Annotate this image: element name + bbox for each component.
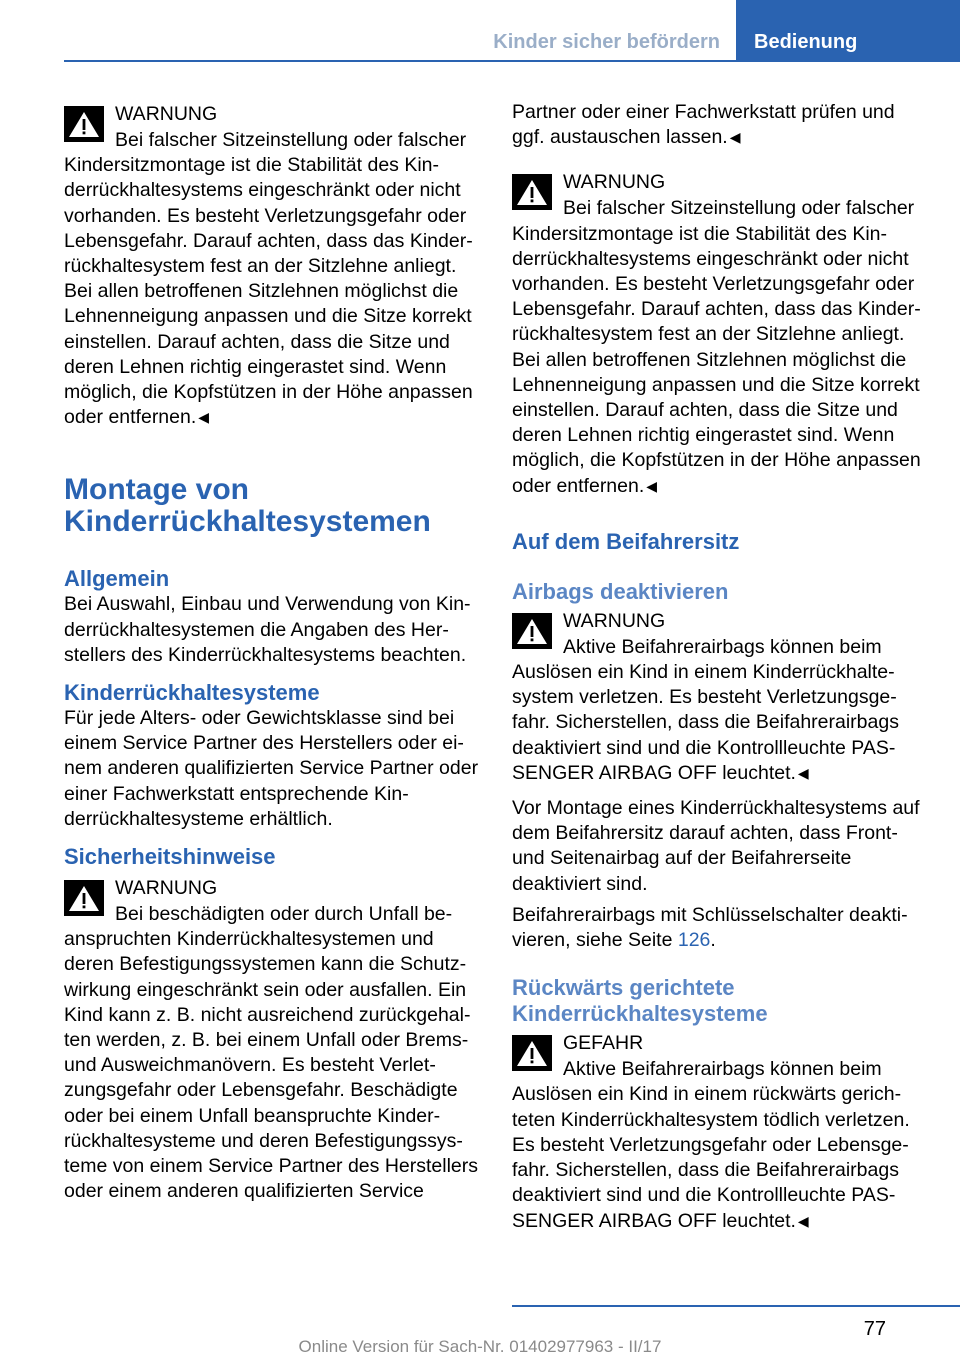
end-marker: ◀ [797, 1212, 809, 1229]
warning-triangle-icon [64, 106, 104, 142]
page-header [0, 0, 960, 62]
warning-triangle-icon [512, 613, 552, 649]
heading-safety: Sicherheitshinweise [64, 844, 276, 870]
main-heading: Montage von Kinderrückhaltesystemen [64, 473, 431, 539]
watermark: Online Version für Sach-Nr. 01402977963 - II/17 [298, 1337, 662, 1356]
warning-text: Bei beschädigten oder durch Unfall beanspruchten Kinderrückhaltesystemen und deren Befestigungssystemen kann die Schutzwirkung eingeschränkt sein oder ausfallen. Ein Kind kann z. B. nicht ausreichend zurückgehalten werden, z. B. bei einem Unfall oder Brems- und Ausweichmanövern. Es besteht Verletzungsgefahr oder Lebensgefahr. Beschädigte oder bei einem Unfall beanspruchte Kinderrückhaltesysteme und deren Befestigungssysteme von einem Service Partner des Herstellers oder einem anderen qualifizierten Service [64, 903, 479, 1203]
warning-title: WARNUNG [563, 609, 666, 632]
warning-title: WARNUNG [563, 171, 666, 194]
heading-child-systems: Kinderrückhaltesysteme [64, 680, 320, 706]
danger-title: GEFAHR [563, 1032, 644, 1055]
danger-block [512, 1029, 928, 1233]
header-chapter-title: Bedienung [754, 31, 858, 53]
warning-text: Aktive Beifahrerairbags können beim Auslösen ein Kind in einem Kinderrückhaltesystem verletzen. Es besteht Verletzungsgefahr. Sicherstellen, dass die Beifahrerairbags deaktiviert sind und die Kontrollleuchte PASSENGER AIRBAG OFF leuchtet. ◀ [512, 635, 899, 784]
text-general: Bei Auswahl, Einbau und Verwendung von Kinderrückhaltesystemen die Angaben des Herstellers des Kinderrückhaltesystems beachten. [64, 593, 471, 666]
warning-block [64, 874, 480, 1204]
warning-triangle-icon [512, 174, 552, 210]
danger-text: Aktive Beifahrerairbags können beim Auslösen ein Kind in einem rückwärts gerichteten Kinderrückhaltesystem tödlich verletzen. Es besteht Verletzungsgefahr oder Lebensgefahr. Sicherstellen, dass die Beifahrerairbags deaktiviert sind und die Kontrollleuchte PASSENGER AIRBAG OFF leuchtet. ◀ [512, 1058, 910, 1232]
footer-rule [512, 1305, 960, 1307]
end-marker: ◀ [646, 477, 658, 494]
end-marker: ◀ [797, 764, 809, 781]
text-child-systems: Für jede Alters- oder Gewichtsklasse sind bei einem Service Partner des Herstellers oder einem anderen qualifizierten Service Partner oder einer Fachwerkstatt entsprechende Kinderrückhaltesysteme erhältlich. [64, 707, 479, 830]
page-number: 77 [863, 1318, 886, 1340]
end-marker: ◀ [729, 129, 741, 146]
warning-block [512, 607, 928, 786]
left-column [64, 100, 480, 1205]
heading-general: Allgemein [64, 566, 170, 592]
warning-triangle-icon [512, 1035, 552, 1071]
page-reference-link[interactable]: 126 [677, 929, 711, 952]
text-before-mount: Vor Montage eines Kinderrückhaltesystems auf dem Beifahrersitz darauf achten, dass Front- und Seitenairbag auf der Beifahrerseite deaktiviert sind. [512, 797, 920, 895]
heading-airbags: Airbags deaktivieren [512, 578, 729, 604]
warning-text: Bei falscher Sitzeinstellung oder falscher Kindersitzmontage ist die Stabilität des Kinderrückhaltesystems eingeschränkt oder nicht vorhanden. Es besteht Verletzungsgefahr oder Lebensgefahr. Darauf achten, dass das Kinderrückhaltesystem fest an der Sitzlehne anliegt. Bei allen betroffenen Sitzlehnen möglichst die Lehnenneigung anpassen und die Sitze korrekt einstellen. Darauf achten, dass die Sitze und deren Lehnen richtig eingerastet sind. Wenn möglich, die Kopfstützen in der Höhe anpassen oder entfernen. ◀ [64, 129, 473, 429]
warning-title: WARNUNG [115, 103, 218, 125]
warning-triangle-icon [64, 880, 104, 916]
heading-passenger-seat: Auf dem Beifahrersitz [512, 528, 740, 554]
warning-title: WARNUNG [115, 877, 218, 900]
warning-block [64, 100, 480, 430]
heading-rearward: Rückwärts gerichtete Kinderrückhaltesysteme [512, 975, 768, 1027]
header-section-title: Kinder sicher befördern [493, 31, 720, 53]
right-column [512, 100, 928, 1234]
warning-block [512, 168, 928, 498]
end-marker: ◀ [198, 409, 210, 426]
header-rule [64, 60, 960, 62]
text-key-switch: Beifahrerairbags mit Schlüsselschalter deaktivieren, siehe Seite 126. [512, 903, 908, 952]
continuation-text: Partner oder einer Fachwerkstatt prüfen und ggf. austauschen lassen. ◀ [512, 101, 895, 149]
header-chapter-tab [736, 0, 960, 62]
warning-text: Bei falscher Sitzeinstellung oder falscher Kindersitzmontage ist die Stabilität des Kinderrückhaltesystems eingeschränkt oder nicht vorhanden. Es besteht Verletzungsgefahr oder Lebensgefahr. Darauf achten, dass das Kinderrückhaltesystem fest an der Sitzlehne anliegt. Bei allen betroffenen Sitzlehnen möglichst die Lehnenneigung anpassen und die Sitze korrekt einstellen. Darauf achten, dass die Sitze und deren Lehnen richtig eingerastet sind. Wenn möglich, die Kopfstützen in der Höhe anpassen oder entfernen. ◀ [512, 197, 921, 497]
